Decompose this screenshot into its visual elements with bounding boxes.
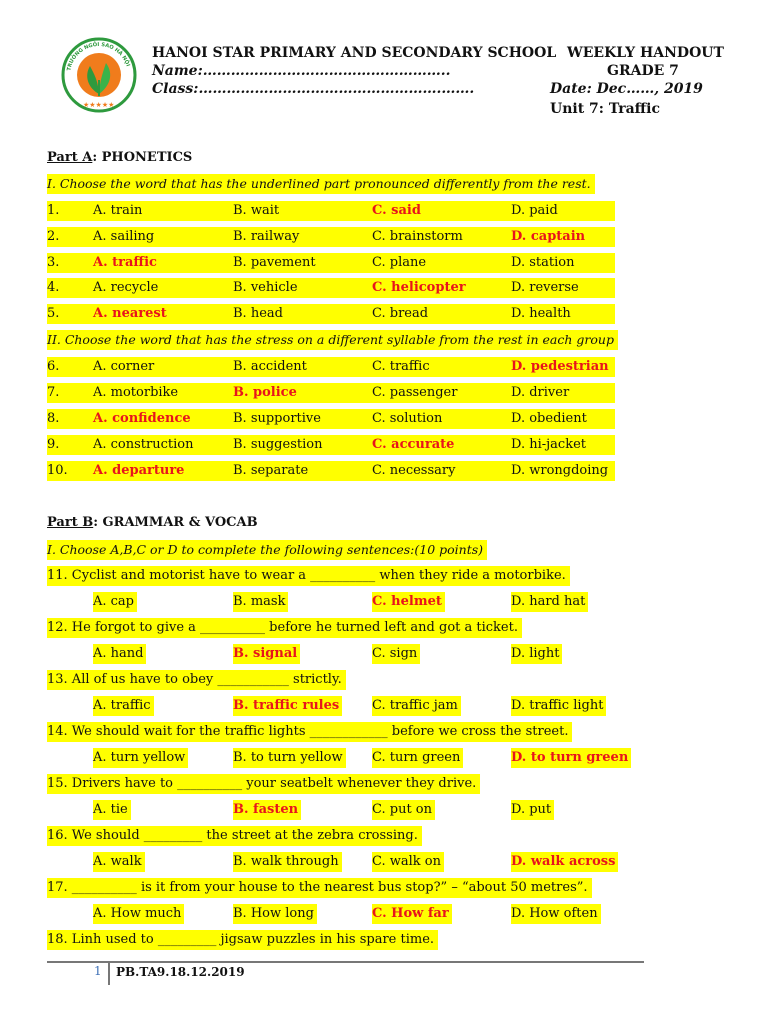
option[interactable]: B. supportive — [233, 411, 321, 426]
option[interactable]: D. station — [511, 255, 575, 270]
answer-row — [47, 461, 617, 481]
option[interactable]: D. driver — [511, 385, 570, 400]
option[interactable]: A. sailing — [93, 229, 155, 244]
answer-row — [47, 748, 629, 768]
option[interactable]: C. traffic — [372, 359, 430, 374]
option[interactable]: C. necessary — [372, 463, 456, 478]
item-number: 6. — [47, 359, 60, 374]
doc-type: WEEKLY HANDOUT — [567, 45, 724, 61]
part-b-heading — [47, 515, 258, 530]
correct-option[interactable]: B. police — [233, 385, 297, 400]
date-field: Date: Dec……, 2019 — [550, 81, 703, 97]
option[interactable]: A. motorbike — [93, 385, 179, 400]
correct-option[interactable]: C. How far — [372, 904, 452, 924]
option[interactable]: D. paid — [511, 203, 558, 218]
svg-text:★★★★★: ★★★★★ — [83, 101, 115, 109]
option[interactable]: D. health — [511, 306, 571, 321]
option[interactable]: A. turn yellow — [93, 748, 188, 768]
answer-row — [47, 278, 617, 298]
option[interactable]: C. passenger — [372, 385, 458, 400]
question-text: 12. He forgot to give a __________ before he turned left and got a ticket. — [47, 618, 522, 638]
correct-option[interactable]: B. fasten — [233, 800, 301, 820]
item-number: 3. — [47, 255, 60, 270]
answer-row — [47, 383, 617, 403]
option[interactable]: D. hard hat — [511, 592, 588, 612]
school-logo-icon — [60, 36, 138, 114]
answer-row — [47, 592, 617, 612]
correct-option[interactable]: A. traffic — [93, 255, 157, 270]
option[interactable]: A. traffic — [93, 696, 154, 716]
option[interactable]: D. traffic light — [511, 696, 606, 716]
option[interactable]: D. hi-jacket — [511, 437, 587, 452]
item-number: 1. — [47, 203, 60, 218]
option[interactable]: A. train — [93, 203, 143, 218]
answer-row — [47, 227, 617, 247]
item-number: 10. — [47, 463, 68, 478]
page-number: 1 — [94, 964, 102, 978]
part-b-label: Part B — [47, 515, 94, 530]
option[interactable]: B. to turn yellow — [233, 748, 346, 768]
correct-option[interactable]: A. nearest — [93, 306, 167, 321]
item-number: 4. — [47, 280, 60, 295]
question-text: 11. Cyclist and motorist have to wear a __________ when they ride a motorbike. — [47, 566, 570, 586]
item-number: 8. — [47, 411, 60, 426]
correct-option[interactable]: A. departure — [93, 463, 185, 478]
option[interactable]: D. wrongdoing — [511, 463, 609, 478]
option[interactable]: C. sign — [372, 644, 420, 664]
item-number: 7. — [47, 385, 60, 400]
option[interactable]: B. pavement — [233, 255, 316, 270]
answer-row — [47, 800, 617, 820]
footer-separator — [108, 963, 110, 985]
name-field[interactable]: Name:…………………………………………….. — [152, 63, 451, 79]
part-a-instruction-2: II. Choose the word that has the stress on a different syllable from the rest in each group — [47, 330, 618, 350]
option[interactable]: B. suggestion — [233, 437, 323, 452]
option[interactable]: C. brainstorm — [372, 229, 463, 244]
question-text: 14. We should wait for the traffic lights ____________ before we cross the street. — [47, 722, 572, 742]
question-text: 15. Drivers have to __________ your seatbelt whenever they drive. — [47, 774, 480, 794]
class-field[interactable]: Class:…………………………………………….……. — [152, 81, 475, 97]
grade: GRADE 7 — [607, 63, 679, 79]
question-text: 18. Linh used to _________ jigsaw puzzles in his spare time. — [47, 930, 438, 950]
option[interactable]: B. How long — [233, 904, 317, 924]
option[interactable]: D. reverse — [511, 280, 579, 295]
question-text: 17. __________ is it from your house to the nearest bus stop?” – “about 50 metres”. — [47, 878, 592, 898]
correct-option[interactable]: C. helmet — [372, 592, 445, 612]
question-text: 16. We should _________ the street at the zebra crossing. — [47, 826, 422, 846]
answer-row — [47, 435, 617, 455]
item-number: 2. — [47, 229, 60, 244]
part-a-label: Part A — [47, 150, 93, 165]
option[interactable]: C. traffic jam — [372, 696, 461, 716]
option[interactable]: B. mask — [233, 592, 288, 612]
correct-option[interactable]: A. confidence — [93, 411, 191, 426]
correct-option[interactable]: B. traffic rules — [233, 696, 342, 716]
part-a-instruction-1: I. Choose the word that has the underlined part pronounced differently from the rest. — [47, 174, 595, 194]
footer-code: PB.TA9.18.12.2019 — [116, 965, 245, 979]
option[interactable]: C. put on — [372, 800, 435, 820]
option[interactable]: D. light — [511, 644, 562, 664]
option[interactable]: D. How often — [511, 904, 601, 924]
option[interactable]: B. accident — [233, 359, 307, 374]
answer-row — [47, 904, 617, 924]
answer-row — [47, 253, 617, 273]
part-b-instruction: I. Choose A,B,C or D to complete the following sentences:(10 points) — [47, 540, 487, 560]
option[interactable]: A. recycle — [93, 280, 159, 295]
option[interactable]: C. plane — [372, 255, 427, 270]
option[interactable]: C. bread — [372, 306, 429, 321]
correct-option[interactable]: B. signal — [233, 644, 300, 664]
correct-option[interactable]: D. pedestrian — [511, 359, 609, 374]
answer-row — [47, 201, 617, 221]
option[interactable]: A. How much — [93, 904, 184, 924]
logo-text: TRƯỜNG NGÔI SAO HÀ NỘI — [66, 41, 131, 72]
correct-option[interactable]: C. accurate — [372, 437, 455, 452]
option[interactable]: A. cap — [93, 592, 137, 612]
option[interactable]: A. tie — [93, 800, 131, 820]
option[interactable]: C. solution — [372, 411, 443, 426]
question-text: 13. All of us have to obey ___________ strictly. — [47, 670, 346, 690]
part-b-title: : GRAMMAR & VOCAB — [93, 515, 258, 530]
footer-divider — [47, 961, 644, 963]
answer-row — [47, 696, 617, 716]
answer-row — [47, 852, 617, 872]
correct-option[interactable]: D. captain — [511, 229, 586, 244]
option[interactable]: B. separate — [233, 463, 309, 478]
answer-row — [47, 409, 617, 429]
option[interactable]: B. walk through — [233, 852, 342, 872]
option[interactable]: D. put — [511, 800, 554, 820]
correct-option[interactable]: C. said — [372, 203, 421, 218]
option[interactable]: C. turn green — [372, 748, 463, 768]
part-a-heading — [47, 150, 192, 165]
correct-option[interactable]: C. helicopter — [372, 280, 466, 295]
option[interactable]: C. walk on — [372, 852, 444, 872]
option[interactable]: A. hand — [93, 644, 146, 664]
option[interactable]: B. wait — [233, 203, 280, 218]
option[interactable]: B. railway — [233, 229, 300, 244]
answer-row — [47, 304, 617, 324]
answer-row — [47, 644, 617, 664]
option[interactable]: A. construction — [93, 437, 194, 452]
correct-option[interactable]: D. to turn green — [511, 748, 631, 768]
option[interactable]: B. vehicle — [233, 280, 298, 295]
answer-row — [47, 357, 617, 377]
item-number: 9. — [47, 437, 60, 452]
option[interactable]: B. head — [233, 306, 283, 321]
option[interactable]: A. walk — [93, 852, 145, 872]
item-number: 5. — [47, 306, 60, 321]
option[interactable]: A. corner — [93, 359, 155, 374]
part-a-title: : PHONETICS — [92, 150, 193, 165]
option[interactable]: D. obedient — [511, 411, 587, 426]
correct-option[interactable]: D. walk across — [511, 852, 618, 872]
unit-title: Unit 7: Traffic — [550, 101, 661, 117]
school-name: HANOI STAR PRIMARY AND SECONDARY SCHOOL — [152, 45, 557, 61]
